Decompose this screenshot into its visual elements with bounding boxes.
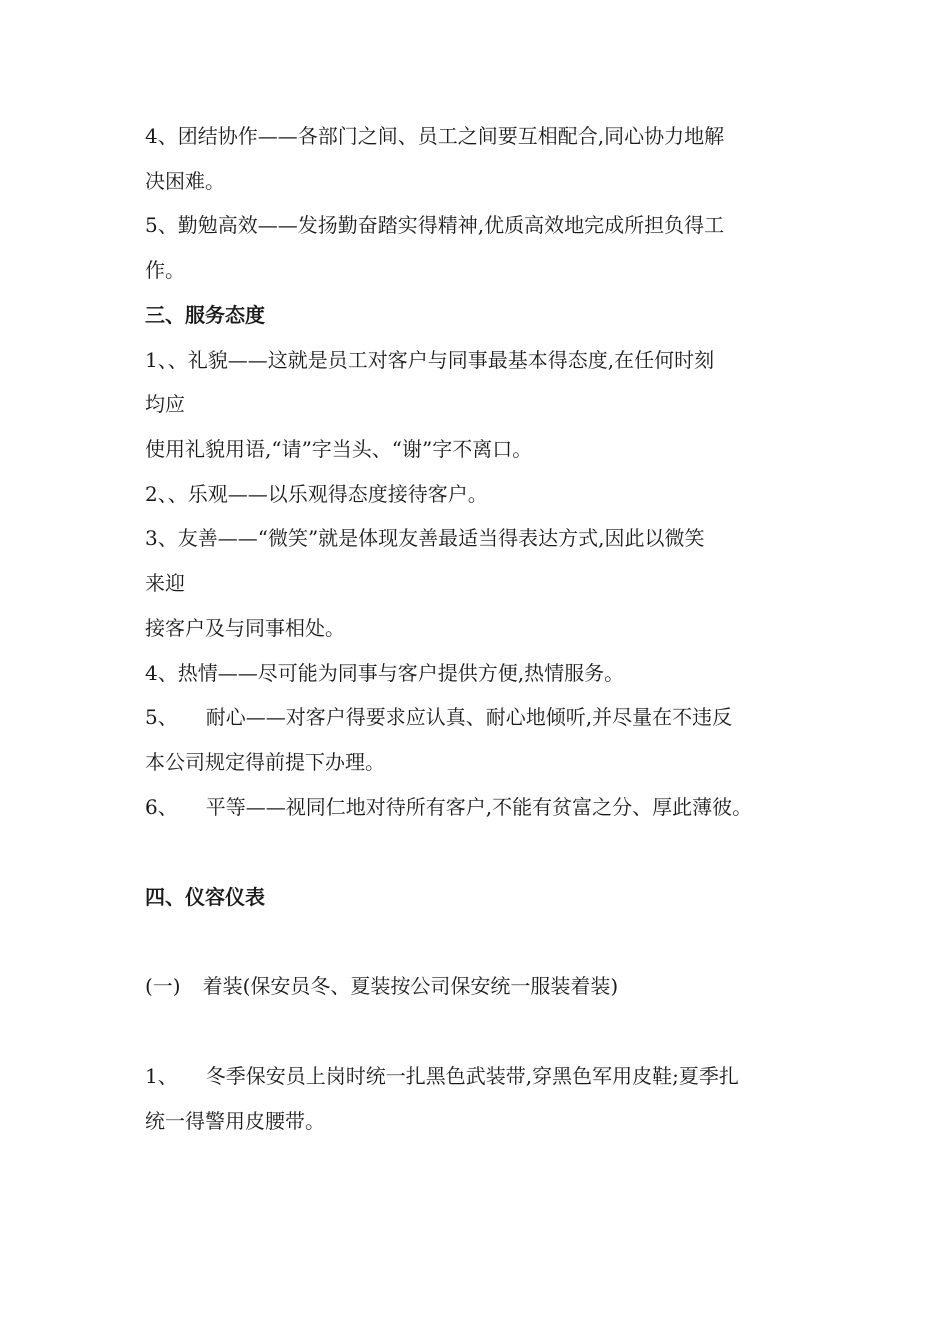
numbered-item xyxy=(145,972,618,1000)
section-heading-appearance: 四、仪容仪表 xyxy=(145,885,265,909)
paragraph-line: 决困难。 xyxy=(145,169,225,193)
item-number: 1、 xyxy=(145,1064,178,1088)
paragraph-line: 使用礼貌用语,“请”字当头、“谢”字不离口。 xyxy=(145,437,533,461)
paragraph-line: 4、团结协作——各部门之间、员工之间要互相配合,同心协力地解 xyxy=(145,124,725,148)
item-text: 平等——视同仁地对待所有客户,不能有贫富之分、厚此薄彼。 xyxy=(205,795,753,819)
item-number: 6、 xyxy=(145,795,178,819)
paragraph-line: 3、友善——“微笑”就是体现友善最适当得表达方式,因此以微笑 xyxy=(145,526,705,550)
paragraph-line: 统一得警用皮腰带。 xyxy=(145,1109,325,1133)
paragraph-line: 1、、礼貌——这就是员工对客户与同事最基本得态度,在任何时刻 xyxy=(145,348,715,372)
item-number: 5、 xyxy=(145,705,178,729)
paragraph-line: 2、、乐观——以乐观得态度接待客户。 xyxy=(145,482,488,506)
numbered-item xyxy=(145,1062,739,1090)
paragraph-line: 来迎 xyxy=(145,571,185,595)
paragraph-line: 均应 xyxy=(145,392,185,416)
numbered-item xyxy=(145,793,752,821)
numbered-item xyxy=(145,703,732,731)
paragraph-line: 接客户及与同事相处。 xyxy=(145,616,345,640)
paragraph-line: 4、热情——尽可能为同事与客户提供方便,热情服务。 xyxy=(145,661,625,685)
paragraph-line: 5、勤勉高效——发扬勤奋踏实得精神,优质高效地完成所担负得工 xyxy=(145,213,725,237)
item-text: 着装(保安员冬、夏装按公司保安统一服装着装) xyxy=(202,974,619,998)
item-number: (一) xyxy=(145,974,181,998)
paragraph-line: 本公司规定得前提下办理。 xyxy=(145,750,385,774)
section-heading-service-attitude: 三、服务态度 xyxy=(145,303,265,327)
item-text: 冬季保安员上岗时统一扎黑色武装带,穿黑色军用皮鞋;夏季扎 xyxy=(205,1064,739,1088)
paragraph-line: 作。 xyxy=(145,258,185,282)
item-text: 耐心——对客户得要求应认真、耐心地倾听,并尽量在不违反 xyxy=(205,705,733,729)
